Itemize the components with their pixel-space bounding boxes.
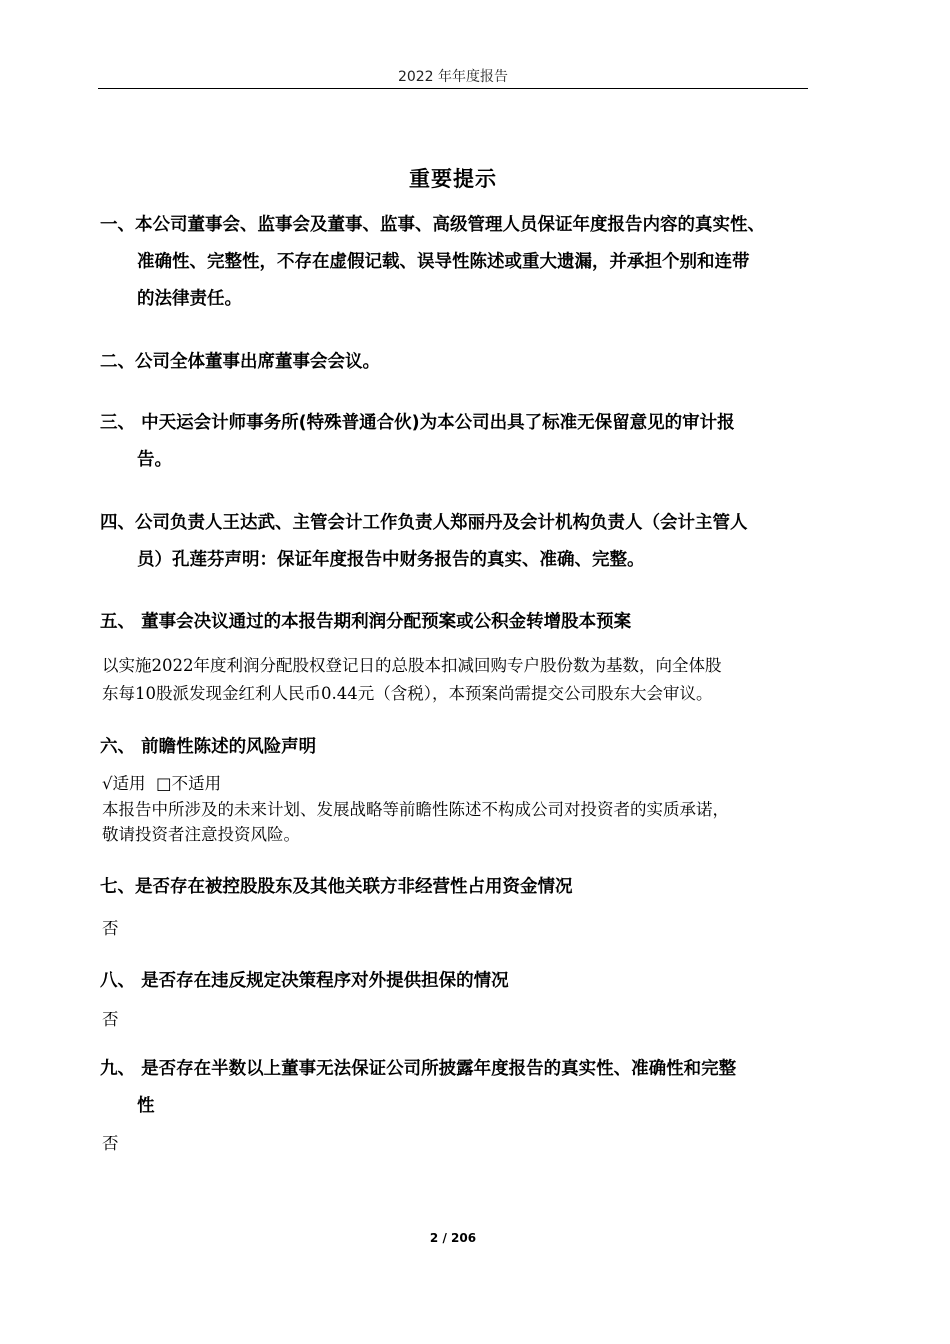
notice-item-9-answer: 否 <box>102 1134 119 1153</box>
notice-item-9 <box>100 1051 812 1125</box>
notice-item-9-line1: 九、 是否存在半数以上董事无法保证公司所披露年度报告的真实性、准确性和完整 <box>100 1059 737 1079</box>
page-title: 重要提示 <box>409 167 497 191</box>
notice-item-1-line1: 一、本公司董事会、监事会及董事、监事、高级管理人员保证年度报告内容的真实性、 <box>100 215 765 235</box>
notice-item-6-body-line2: 敬请投资者注意投资风险。 <box>102 825 300 844</box>
header-divider <box>98 88 808 89</box>
notice-item-3-line2: 告。 <box>137 450 172 470</box>
notice-item-2 <box>100 344 812 381</box>
notice-item-3-line1: 三、 中天运会计师事务所(特殊普通合伙)为本公司出具了标准无保留意见的审计报 <box>100 413 735 433</box>
notice-item-6-body-line1: 本报告中所涉及的未来计划、发展战略等前瞻性陈述不构成公司对投资者的实质承诺， <box>102 800 729 819</box>
notice-item-5 <box>100 604 812 641</box>
applicable-checked-option: √适用 <box>102 774 146 793</box>
notice-item-2-line1: 二、公司全体董事出席董事会会议。 <box>100 352 380 372</box>
notice-item-5-body-line2: 东每10股派发现金红利人民币0.44元（含税），本预案尚需提交公司股东大会审议。 <box>102 684 713 703</box>
notice-item-5-heading: 五、 董事会决议通过的本报告期利润分配预案或公积金转增股本预案 <box>100 612 632 632</box>
notice-item-4-line1: 四、公司负责人王达武、主管会计工作负责人郑丽丹及会计机构负责人（会计主管人 <box>100 513 748 533</box>
notice-item-6 <box>100 729 812 766</box>
applicability-row <box>102 771 814 797</box>
notice-item-4-line2: 员）孔莲芬声明：保证年度报告中财务报告的真实、准确、完整。 <box>137 550 645 570</box>
notice-item-7-answer: 否 <box>102 919 119 938</box>
notice-item-1-line2: 准确性、完整性，不存在虚假记载、误导性陈述或重大遗漏，并承担个别和连带 <box>137 252 750 272</box>
notice-item-8-heading: 八、 是否存在违反规定决策程序对外提供担保的情况 <box>100 971 509 991</box>
notice-item-1-line3: 的法律责任。 <box>137 289 242 309</box>
notice-item-3 <box>100 405 812 479</box>
page-number: 2 / 206 <box>429 1231 477 1245</box>
notice-item-8-answer: 否 <box>102 1010 119 1029</box>
notice-item-7-heading: 七、是否存在被控股股东及其他关联方非经营性占用资金情况 <box>100 877 573 897</box>
notice-item-8 <box>100 963 812 1000</box>
running-header: 2022 年年度报告 <box>397 69 509 85</box>
notice-item-4 <box>100 505 812 579</box>
not-applicable-option: □不适用 <box>156 774 222 793</box>
notice-item-7 <box>100 869 812 906</box>
notice-item-9-line2: 性 <box>137 1096 155 1116</box>
notice-item-6-heading: 六、 前瞻性陈述的风险声明 <box>100 737 317 757</box>
notice-item-5-body-line1: 以实施2022年度利润分配股权登记日的总股本扣减回购专户股份数为基数，向全体股 <box>102 656 722 675</box>
notice-item-1 <box>100 207 812 318</box>
